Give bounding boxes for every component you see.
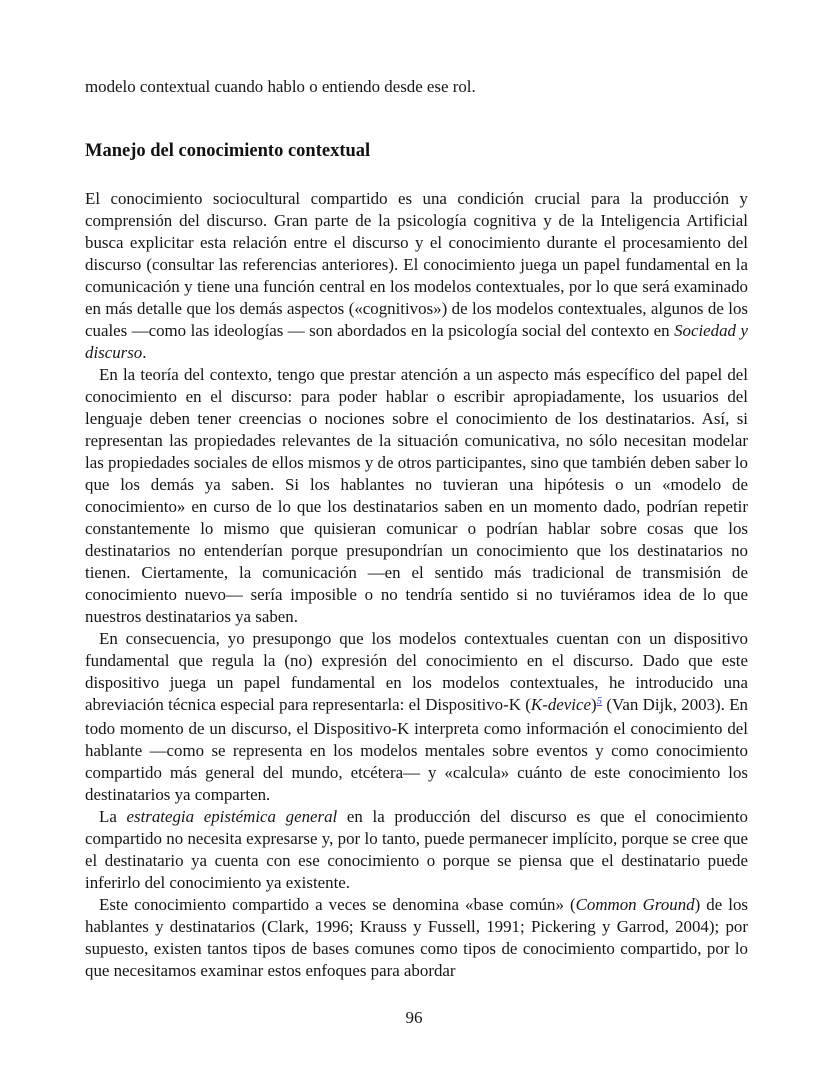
paragraph-text: ) de los hablantes y destinatarios (Clark, 1996; Krauss y Fussell, 1991; Pickering y Garrod, 2004); por supuesto, existen tantos tipos de bases comunes como tipos de conocimiento compartido, por lo que necesitamos examinar estos enfoques para abordar bbox=[85, 895, 748, 980]
paragraph-text: (Van Dijk, 2003). En todo momento de un discurso, el Dispositivo-K interpreta como información el conocimiento del hablante —como se representa en los modelos mentales sobre eventos y como conocimiento compartido más general del mundo, etcétera— y «calcula» cuánto de este conocimiento los destinatarios ya comparten. bbox=[85, 695, 748, 804]
book-title-sociedad-y-discurso: Sociedad y discurso bbox=[85, 321, 748, 362]
footnote-5-link[interactable]: 5 bbox=[596, 695, 603, 707]
paragraph-text: En consecuencia, yo presupongo que los modelos contextuales cuentan con un dispositivo fundamental que regula la (no) expresión del conocimiento en el discurso. Dado que este dispositivo juega un papel fundamental en los modelos contextuales, he introducido una abreviación técnica especial para representarla: el Dispositivo-K ( bbox=[85, 629, 748, 714]
paragraph-text: Este conocimiento compartido a veces se denomina «base común» ( bbox=[99, 895, 576, 914]
term-k-device: K-device bbox=[530, 695, 591, 714]
paragraph-text: El conocimiento sociocultural compartido es una condición crucial para la producción y comprensión del discurso. Gran parte de la psicología cognitiva y de la Inteligencia Artificial busca explicitar esta relación entre el discurso y el conocimiento durante el procesamiento del discurso (consultar las referencias anteriores). El conocimiento juega un papel fundamental en la comunicación y tiene una función central en los modelos contextuales, por lo que será examinado en más detalle que los demás aspectos («cognitivos») de los modelos contextuales, algunos de los cuales —como las ideologías — son abordados en la psicología social del contexto en bbox=[85, 189, 748, 340]
term-common-ground: Common Ground bbox=[575, 895, 695, 914]
paragraph-k-device bbox=[85, 628, 748, 806]
paragraph-epistemic-strategy bbox=[85, 806, 748, 894]
paragraph-text: en la producción del discurso es que el conocimiento compartido no necesita expresarse y, por lo tanto, puede permanecer implícito, porque se cree que el destinatario ya cuenta con ese conocimiento o porque se piensa que el destinatario puede inferirlo del conocimiento ya existente. bbox=[85, 807, 748, 892]
section-heading: Manejo del conocimiento contextual bbox=[85, 141, 371, 161]
page-number: 96 bbox=[405, 1008, 423, 1027]
opening-paragraph: modelo contextual cuando hablo o entiendo desde ese rol. bbox=[85, 77, 476, 96]
paragraph-text: La bbox=[99, 807, 127, 826]
paragraph-common-ground bbox=[85, 894, 748, 982]
paragraph-text: ) bbox=[590, 695, 597, 714]
text-block bbox=[85, 76, 748, 982]
paragraph-text: . bbox=[142, 343, 147, 362]
paragraph-text: En la teoría del contexto, tengo que prestar atención a un aspecto más específico del papel del conocimiento en el discurso: para poder hablar o escribir apropiadamente, los usuarios del lenguaje deben tener creencias o nociones sobre el conocimiento de los destinatarios. Así, si representan las propiedades relevantes de la situación comunicativa, no sólo necesitan modelar las propiedades sociales de ellos mismos y de otros participantes, sino que también deben saber lo que los demás ya saben. Si los hablantes no tuvieran una hipótesis o un «modelo de conocimiento» en curso de lo que los destinatarios saben en un momento dado, podrían repetir constantemente lo mismo que quisieran comunicar o podrían hablar sobre cosas que los destinatarios no entenderían porque presupondrían un conocimiento que los destinatarios no tienen. Ciertamente, la comunicación —en el sentido más tradicional de transmisión de conocimiento nuevo— sería imposible o no tendría sentido si no tuviéramos idea de lo que nuestros destinatarios ya saben. bbox=[85, 365, 748, 626]
term-estrategia-epistemica: estrategia epistémica general bbox=[126, 807, 338, 826]
paragraph-context-theory bbox=[85, 364, 748, 628]
paragraph-knowledge-condition bbox=[85, 188, 748, 364]
